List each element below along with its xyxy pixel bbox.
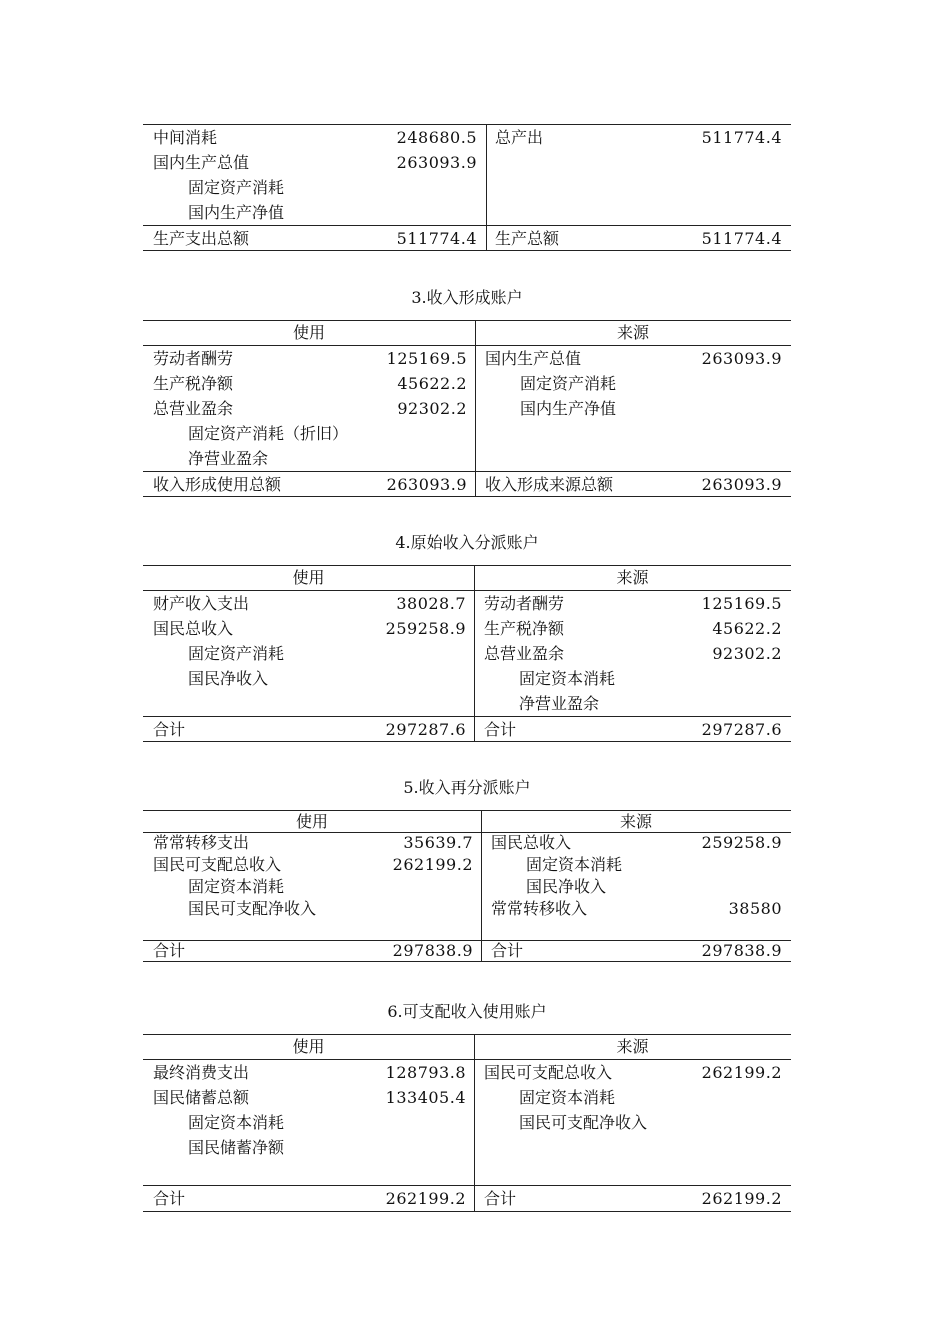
row-label: 总营业盈余 [484,644,565,663]
table-row [153,832,473,854]
total-value: 262199.2 [701,1189,782,1208]
row-value: 92302.2 [712,644,782,663]
total-row [484,717,782,742]
total-value: 262199.2 [385,1189,466,1208]
row-value: 262199.2 [701,1063,782,1082]
table-row [484,691,782,716]
table-row [153,591,466,616]
table-row [153,854,473,876]
row-label: 国民净收入 [188,669,269,688]
row-value: 38028.7 [396,594,466,613]
row-label: 生产税净额 [484,619,565,638]
row-value: 262199.2 [392,855,473,874]
total-value: 297838.9 [701,941,782,960]
table-row [485,396,782,421]
row-label: 固定资本消耗 [519,1088,616,1107]
row-label: 劳动者酬劳 [484,594,565,613]
row-label: 净营业盈余 [188,449,269,468]
row-label: 国民总收入 [491,833,572,852]
total-value: 263093.9 [386,475,467,494]
source-header: 来源 [616,323,649,342]
row-value: 125169.5 [701,594,782,613]
row-label: 国民可支配净收入 [188,899,317,918]
account-title: 3.收入形成账户 [411,288,523,307]
table-header [143,566,791,591]
row-label: 固定资本消耗 [188,1113,285,1132]
table-row [484,666,782,691]
use-header: 使用 [292,1037,325,1056]
table-row [495,125,782,150]
row-value: 45622.2 [397,374,467,393]
row-label: 固定资本消耗 [188,877,285,896]
table-row [491,832,782,854]
row-value: 511774.4 [701,128,782,147]
total-label: 合计 [153,720,186,739]
table-row [485,346,782,371]
table-row [484,641,782,666]
table-row [491,898,782,920]
table-row [153,1135,466,1160]
total-row [485,472,782,497]
table-row [153,1060,466,1085]
row-label: 国民可支配总收入 [153,855,282,874]
total-label: 合计 [153,1189,186,1208]
row-label: 国民储蓄净额 [188,1138,285,1157]
use-header: 使用 [292,323,325,342]
row-label: 中间消耗 [153,128,218,147]
table-row [153,898,473,920]
row-label: 国民可支配总收入 [484,1063,613,1082]
total-label: 收入形成使用总额 [153,475,282,494]
row-label: 国内生产总值 [153,153,250,172]
table-row [484,1060,782,1085]
total-row [153,472,467,497]
total-label: 合计 [484,1189,517,1208]
table-row [491,876,782,898]
account-title: 6.可支配收入使用账户 [387,1002,547,1021]
table-row [153,641,466,666]
row-label: 固定资产消耗 [520,374,617,393]
row-label: 国民储蓄总额 [153,1088,250,1107]
table-row [153,876,473,898]
table-header [143,321,791,346]
total-row [153,226,477,251]
account-title: 4.原始收入分派账户 [395,533,539,552]
row-value: 38580 [728,899,782,918]
total-label: 生产总额 [495,229,560,248]
row-value: 133405.4 [385,1088,466,1107]
table-row [153,346,467,371]
use-header: 使用 [295,812,328,831]
table-row [153,446,467,471]
row-label: 总营业盈余 [153,399,234,418]
total-label: 收入形成来源总额 [485,475,614,494]
row-label: 固定资本消耗 [519,669,616,688]
account-title: 5.收入再分派账户 [403,778,531,797]
row-label: 国内生产净值 [520,399,617,418]
total-label: 合计 [153,941,186,960]
total-value: 511774.4 [701,229,782,248]
row-value: 259258.9 [701,833,782,852]
source-header: 来源 [616,1037,649,1056]
row-label: 劳动者酬劳 [153,349,234,368]
row-label: 财产收入支出 [153,594,250,613]
total-label: 合计 [484,720,517,739]
row-label: 最终消费支出 [153,1063,250,1082]
row-value: 248680.5 [396,128,477,147]
row-label: 总产出 [495,128,544,147]
table-row [153,371,467,396]
source-header: 来源 [619,812,652,831]
row-label: 常常转移收入 [491,899,588,918]
row-label: 国内生产净值 [188,203,285,222]
row-value: 45622.2 [712,619,782,638]
total-value: 263093.9 [701,475,782,494]
table-row [484,1085,782,1110]
row-value: 259258.9 [385,619,466,638]
total-row [153,1186,466,1211]
use-header: 使用 [292,568,325,587]
row-label: 净营业盈余 [519,694,600,713]
table-row [491,854,782,876]
row-label: 国民可支配净收入 [519,1113,648,1132]
table-row [485,371,782,396]
total-row [484,1186,782,1211]
table-row [153,150,477,175]
table-row [153,396,467,421]
total-value: 511774.4 [396,229,477,248]
table-row [484,591,782,616]
row-label: 国民净收入 [526,877,607,896]
total-row [491,940,782,962]
row-label: 固定资产消耗 [188,178,285,197]
total-row [153,940,473,962]
row-value: 125169.5 [386,349,467,368]
table-row [484,616,782,641]
row-label: 固定资产消耗（折旧） [188,424,349,443]
table-row [153,1110,466,1135]
total-row [153,717,466,742]
table-header [143,811,791,833]
table-header [143,1035,791,1060]
row-label: 生产税净额 [153,374,234,393]
row-value: 263093.9 [396,153,477,172]
table-row [484,1110,782,1135]
table-row [153,421,467,446]
table-row [153,125,477,150]
table-row [153,200,477,225]
total-value: 297287.6 [385,720,466,739]
total-value: 297287.6 [701,720,782,739]
table-row [153,616,466,641]
total-label: 生产支出总额 [153,229,250,248]
source-header: 来源 [616,568,649,587]
row-value: 35639.7 [403,833,473,852]
table-row [153,175,477,200]
table-row [153,666,466,691]
total-label: 合计 [491,941,524,960]
total-row [495,226,782,251]
row-label: 国民总收入 [153,619,234,638]
row-label: 固定资产消耗 [188,644,285,663]
row-value: 128793.8 [385,1063,466,1082]
table-row [153,1085,466,1110]
row-label: 常常转移支出 [153,833,250,852]
total-value: 297838.9 [392,941,473,960]
row-label: 国内生产总值 [485,349,582,368]
row-value: 92302.2 [397,399,467,418]
row-value: 263093.9 [701,349,782,368]
row-label: 固定资本消耗 [526,855,623,874]
